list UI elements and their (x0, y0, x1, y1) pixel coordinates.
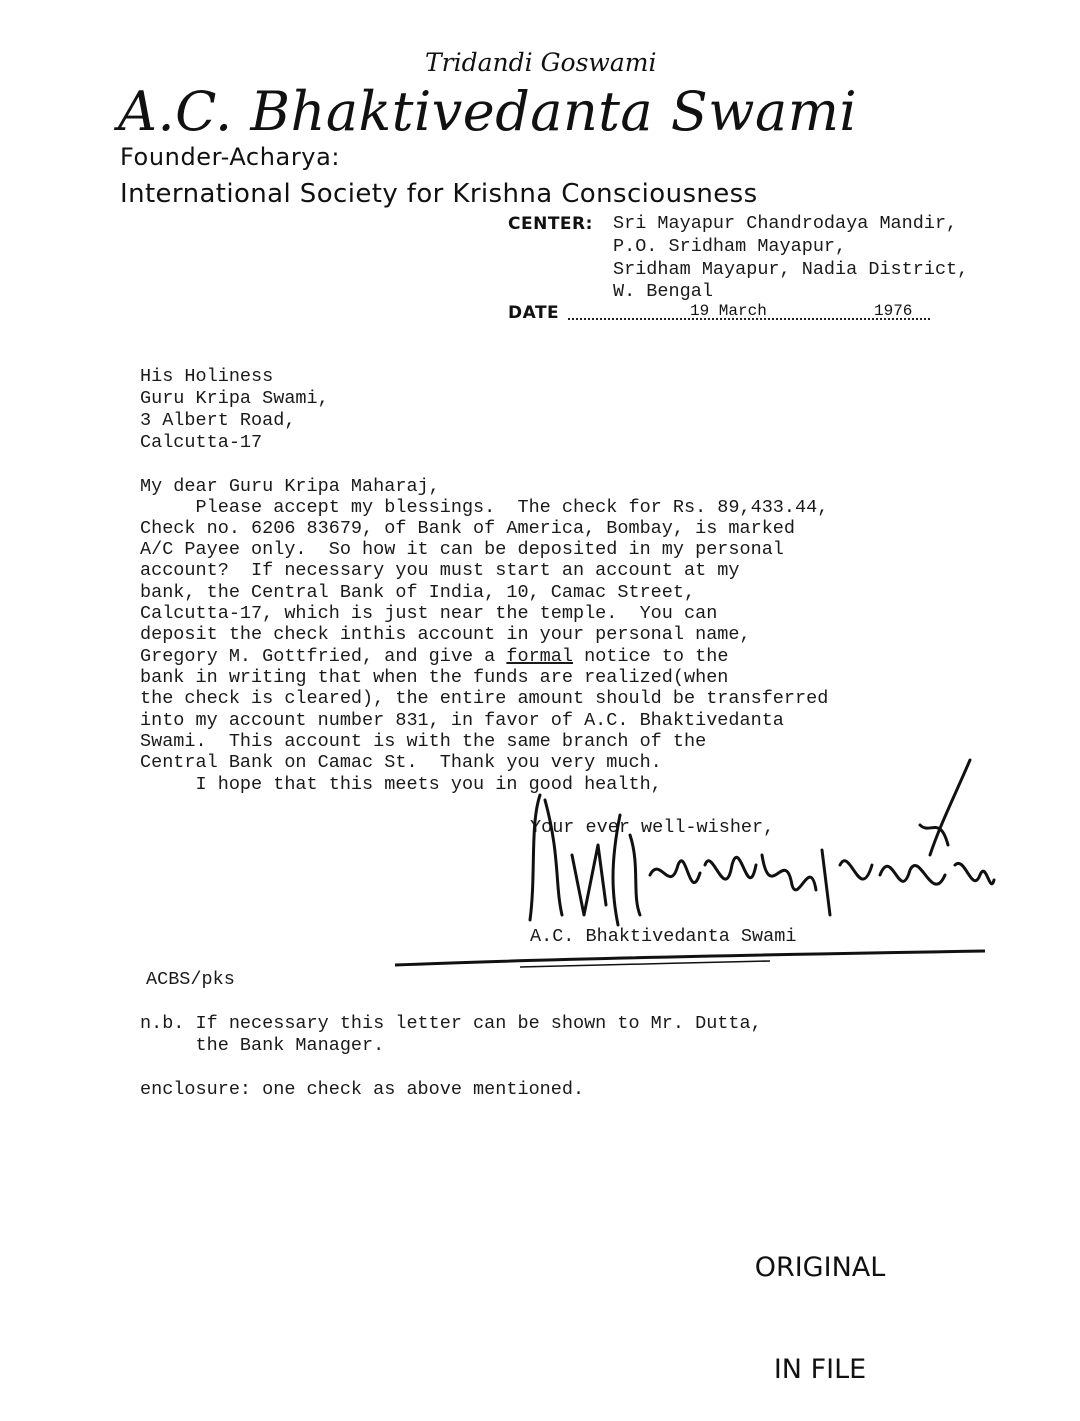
center-line-2: P.O. Sridham Mayapur, (613, 236, 847, 257)
date-year: 1976 (874, 302, 913, 320)
body-line-12: Swami. This account is with the same branch of the (140, 731, 707, 752)
body-line-2: Check no. 6206 83679, of Bank of America, Bombay, is marked (140, 518, 796, 539)
signature-rule (390, 945, 990, 975)
valediction: Your ever well-wisher, (530, 817, 775, 838)
body-line-3: A/C Payee only. So how it can be deposited in my personal (140, 539, 784, 560)
body-line-7: deposit the check inthis account in your personal name, (140, 624, 751, 645)
body-line-8-start: Gregory M. Gottfried, and give a (140, 646, 507, 667)
salutation: My dear Guru Kripa Maharaj, (140, 476, 440, 497)
postscript-line-1: n.b. If necessary this letter can be shown to Mr. Dutta, (140, 1013, 762, 1034)
postscript-line-2: the Bank Manager. (140, 1035, 385, 1056)
recipient-line-4: Calcutta-17 (140, 432, 263, 453)
recipient-line-2: Guru Kripa Swami, (140, 388, 329, 409)
stamp-line-2: IN FILE (773, 1354, 867, 1385)
original-in-file-stamp (740, 1183, 900, 1421)
body-line-8 (140, 646, 728, 667)
signatory-name: A.C. Bhaktivedanta Swami (530, 926, 797, 947)
body-line-1: Please accept my blessings. The check for Rs. 89,433.44, (140, 497, 829, 518)
letterhead-organization: International Society for Krishna Consciousness (120, 179, 758, 209)
body-line-11: into my account number 831, in favor of A.C. Bhaktivedanta (140, 710, 784, 731)
date-day-month: 19 March (690, 302, 767, 320)
underlined-word-formal: formal (506, 646, 573, 667)
body-line-6: Calcutta-17, which is just near the temple. You can (140, 603, 718, 624)
body-line-13: Central Bank on Camac St. Thank you very much. (140, 752, 662, 773)
letterhead-title-small: Tridandi Goswami (425, 48, 657, 77)
recipient-line-1: His Holiness (140, 366, 274, 387)
body-line-10: the check is cleared), the entire amount should be transferred (140, 688, 829, 709)
letterhead-name: A.C. Bhaktivedanta Swami (118, 80, 858, 143)
body-line-8-end: notice to the (573, 646, 729, 667)
body-line-4: account? If necessary you must start an account at my (140, 560, 740, 581)
center-line-3: Sridham Mayapur, Nadia District, (613, 259, 969, 280)
body-line-9: bank in writing that when the funds are realized(when (140, 667, 729, 688)
center-line-4: W. Bengal (613, 281, 713, 302)
body-line-14: I hope that this meets you in good health, (140, 774, 662, 795)
enclosure-note: enclosure: one check as above mentioned. (140, 1079, 585, 1100)
typist-initials: ACBS/pks (146, 969, 235, 990)
stamp-line-1: ORIGINAL (754, 1252, 886, 1283)
center-label: CENTER: (508, 214, 593, 234)
date-label: DATE (508, 303, 560, 323)
letterhead-role: Founder-Acharya: (120, 143, 341, 171)
center-line-1: Sri Mayapur Chandrodaya Mandir, (613, 213, 958, 234)
recipient-line-3: 3 Albert Road, (140, 410, 296, 431)
body-line-5: bank, the Central Bank of India, 10, Camac Street, (140, 582, 696, 603)
